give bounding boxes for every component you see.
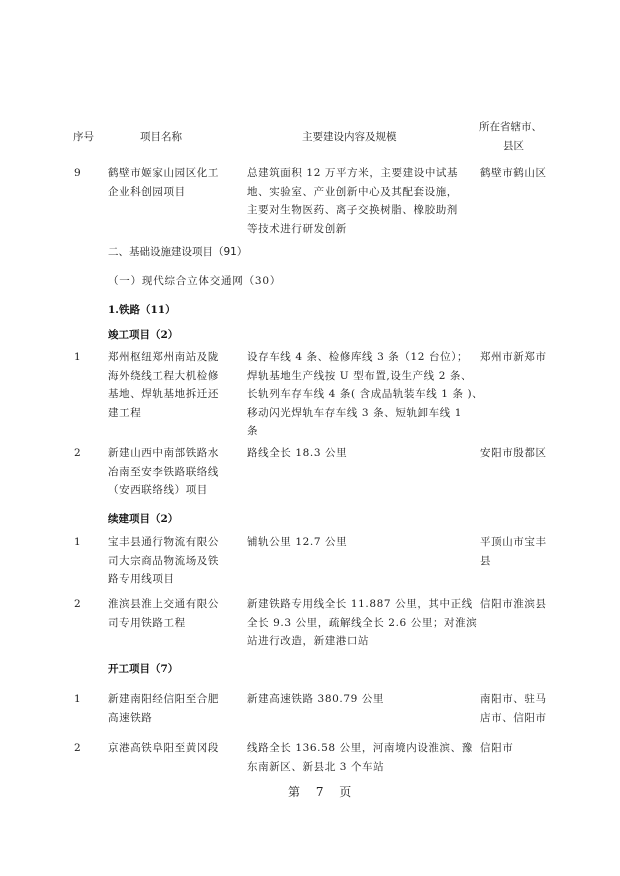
row-content: 设存车线 4 条、检修库线 3 条（12 台位）； 焊轨基地生产线按 U 型布置,设生产线 2 条、 长轨列车存车线 4 条( 含成品轨装车线 1 条 )、 移动闪光焊轨车存车线 3 条、短轨卸车线 1 条 — [247, 351, 484, 437]
group-heading-starting: 开工项目（7） — [108, 663, 179, 675]
header-col-location-2: 县区 — [503, 140, 524, 152]
row-location: 郑州市新郑市 — [480, 351, 547, 363]
header-col-location-1: 所在省辖市、 — [479, 121, 542, 133]
row-number: 2 — [74, 598, 82, 610]
row-number: 1 — [74, 536, 82, 548]
row-location: 安阳市殷都区 — [480, 447, 547, 459]
row-location: 平顶山市宝丰 县 — [480, 536, 547, 567]
row-location: 信阳市淮滨县 — [480, 598, 547, 610]
header-col-content: 主要建设内容及规模 — [302, 131, 397, 143]
row-number: 2 — [74, 447, 82, 459]
row-number: 2 — [74, 742, 82, 754]
row-content: 线路全长 136.58 公里，河南境内设淮滨、豫 东南新区、新县北 3 个车站 — [247, 742, 473, 773]
group-heading-continuing: 续建项目（2） — [108, 513, 179, 525]
row-project-name: 淮滨县淮上交通有限公 司专用铁路工程 — [108, 598, 219, 629]
row-location: 鹤壁市鹤山区 — [480, 167, 547, 179]
page-number: 第 7 页 — [288, 785, 358, 799]
section-heading: 二、基础设施建设项目（91） — [108, 246, 248, 258]
header-col-number: 序号 — [73, 131, 94, 143]
row-number: 1 — [74, 351, 82, 363]
row-content: 总建筑面积 12 万平方米，主要建设中试基 地、实验室、产业创新中心及其配套设施， 主要对生物医药、离子交换树脂、橡胶助剂 等技术进行研发创新 — [247, 167, 459, 235]
header-col-project-name: 项目名称 — [140, 131, 182, 143]
row-project-name: 鹤壁市姬家山园区化工 企业科创园项目 — [108, 167, 219, 198]
row-project-name: 新建山西中南部铁路水 冶南至安李铁路联络线 （安西联络线）项目 — [108, 447, 219, 496]
row-content: 新建铁路专用线全长 11.887 公里，其中正线 全长 9.3 公里，疏解线全长 2.6 公里；对淮滨 站进行改造，新建港口站 — [247, 598, 478, 647]
row-project-name: 京港高铁阜阳至黄冈段 — [108, 742, 219, 754]
category-heading: 1.铁路（11） — [108, 304, 176, 316]
row-number: 9 — [74, 167, 82, 179]
row-project-name: 宝丰县通行物流有限公 司大宗商品物流场及铁 路专用线项目 — [108, 536, 219, 585]
row-project-name: 郑州枢纽郑州南站及陇 海外绕线工程大机检修 基地、焊轨基地拆迁还 建工程 — [108, 351, 219, 419]
row-content: 新建高速铁路 380.79 公里 — [247, 693, 385, 705]
row-location: 南阳市、驻马 店市、信阳市 — [480, 693, 547, 724]
row-project-name: 新建南阳经信阳至合肥 高速铁路 — [108, 693, 219, 724]
row-number: 1 — [74, 693, 82, 705]
row-content: 铺轨公里 12.7 公里 — [247, 536, 348, 548]
subsection-heading: （一）现代综合立体交通网（30） — [108, 275, 282, 287]
row-content: 路线全长 18.3 公里 — [247, 447, 348, 459]
row-location: 信阳市 — [480, 742, 514, 754]
group-heading-completed: 竣工项目（2） — [108, 329, 179, 341]
